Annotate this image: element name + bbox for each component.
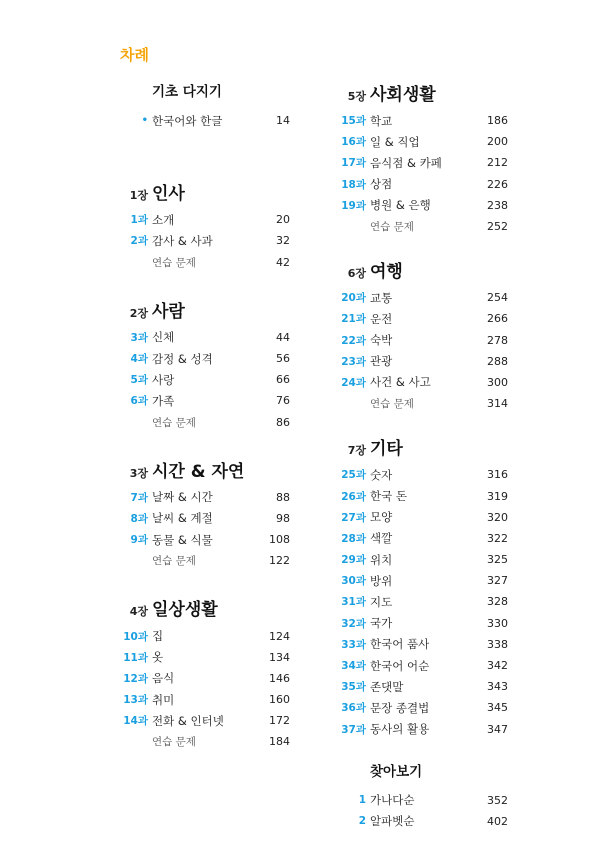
lesson-title: 모양 [370, 510, 393, 525]
lesson-number: 28과 [341, 532, 366, 545]
lesson-title: 음식점 & 카페 [370, 155, 442, 170]
chapter [338, 434, 508, 739]
chapter [120, 80, 290, 131]
lesson-number: 3과 [130, 331, 148, 344]
chapter-number: 7장 [347, 444, 366, 458]
page-number: 160 [269, 693, 290, 707]
lesson-number: 11과 [123, 651, 148, 664]
lesson-entry[interactable] [120, 230, 290, 251]
lesson-entry[interactable] [120, 487, 290, 508]
page-number: 44 [276, 330, 290, 344]
lesson-title: 학교 [370, 113, 393, 128]
lesson-number: 2과 [130, 235, 148, 248]
lesson-list [338, 110, 508, 237]
lesson-entry[interactable] [338, 570, 508, 591]
page-number: 66 [276, 373, 290, 387]
page-number: 172 [269, 714, 290, 728]
lesson-number: 25과 [341, 469, 366, 482]
practice-entry[interactable] [120, 252, 290, 273]
lesson-entry[interactable] [120, 668, 290, 689]
chapter-title: 인사 [152, 184, 185, 205]
lesson-title: 감정 & 성격 [152, 351, 213, 366]
page-number: 42 [276, 255, 290, 269]
lesson-entry[interactable] [120, 647, 290, 668]
lesson-title: 존댓말 [370, 679, 404, 694]
lesson-title: 음식 [152, 671, 175, 686]
page-number: 20 [276, 213, 290, 227]
page-number: 342 [487, 659, 508, 673]
chapter-number: 2장 [129, 306, 148, 320]
lesson-title: 집 [152, 629, 164, 644]
lesson-title: 동물 & 식물 [152, 532, 213, 547]
lesson-title: 한국어와 한글 [152, 113, 223, 128]
lesson-entry[interactable] [120, 348, 290, 369]
lesson-number: 1과 [130, 214, 148, 227]
page-number: 184 [269, 735, 290, 749]
lesson-number: 13과 [123, 694, 148, 707]
lesson-entry[interactable] [338, 485, 508, 506]
lesson-title: 운전 [370, 311, 393, 326]
page-number: 122 [269, 554, 290, 568]
lesson-title: 연습 문제 [152, 736, 196, 749]
bullet-icon: • [141, 115, 148, 127]
lesson-number: 27과 [341, 511, 366, 524]
lesson-number: 29과 [341, 554, 366, 567]
lesson-title: 취미 [152, 692, 175, 707]
practice-entry[interactable] [338, 216, 508, 237]
page-number: 108 [269, 533, 290, 547]
chapter [120, 297, 290, 433]
lesson-title: 한국어 어순 [370, 658, 430, 673]
page-number: 338 [487, 637, 508, 651]
practice-entry[interactable] [120, 412, 290, 433]
lesson-number: 24과 [341, 376, 366, 389]
lesson-number: 32과 [341, 617, 366, 630]
chapter-heading[interactable] [338, 257, 508, 287]
lesson-number: 18과 [341, 178, 366, 191]
lesson-title: 국가 [370, 616, 393, 631]
lesson-title: 지도 [370, 594, 393, 609]
page-number: 226 [487, 177, 508, 191]
chapter [120, 457, 290, 572]
lesson-entry[interactable] [338, 591, 508, 612]
lesson-number: 1 [358, 794, 366, 807]
page-number: 330 [487, 616, 508, 630]
lesson-entry[interactable] [338, 351, 508, 372]
lesson-entry[interactable] [338, 697, 508, 718]
page-number: 327 [487, 574, 508, 588]
lesson-entry[interactable] [120, 529, 290, 550]
toc-right-column [338, 80, 508, 832]
lesson-entry[interactable] [338, 811, 508, 832]
page-number: 319 [487, 489, 508, 503]
lesson-entry[interactable] [338, 719, 508, 740]
lesson-number: 19과 [341, 199, 366, 212]
lesson-title: 연습 문제 [370, 221, 414, 234]
chapter [338, 80, 508, 237]
lesson-entry[interactable] [338, 507, 508, 528]
lesson-number: 31과 [341, 596, 366, 609]
lesson-number: 10과 [123, 630, 148, 643]
chapter-number: 1장 [129, 189, 148, 203]
chapter-number: 6장 [347, 267, 366, 281]
lesson-list [338, 790, 508, 832]
lesson-title: 병원 & 은행 [370, 198, 431, 213]
chapter [120, 595, 290, 752]
lesson-number: 36과 [341, 702, 366, 715]
lesson-entry[interactable] [338, 790, 508, 811]
lesson-entry[interactable] [338, 330, 508, 351]
lesson-number: 34과 [341, 660, 366, 673]
page-number: 347 [487, 722, 508, 736]
page-number: 14 [276, 114, 290, 128]
lesson-entry[interactable] [338, 110, 508, 131]
lesson-title: 연습 문제 [152, 416, 196, 429]
lesson-list [338, 464, 508, 739]
lesson-title: 상점 [370, 177, 393, 192]
page-number: 212 [487, 156, 508, 170]
lesson-entry[interactable] [338, 655, 508, 676]
lesson-entry[interactable] [120, 327, 290, 348]
chapter-title: 사회생활 [370, 85, 436, 105]
lesson-number: 37과 [341, 723, 366, 736]
lesson-list [338, 287, 508, 414]
lesson-list [120, 487, 290, 572]
lesson-title: 방위 [370, 573, 393, 588]
chapter-title: 시간 & 자연 [152, 461, 245, 482]
lesson-title: 문장 종결법 [370, 700, 430, 715]
page-number: 124 [269, 629, 290, 643]
lesson-number: 12과 [123, 672, 148, 685]
lesson-title: 숫자 [370, 467, 393, 482]
lesson-number: 8과 [130, 512, 148, 525]
lesson-number: 2 [358, 815, 366, 828]
page-number: 316 [487, 468, 508, 482]
page-number: 328 [487, 595, 508, 609]
lesson-number: 15과 [341, 115, 366, 128]
lesson-number: 5과 [130, 374, 148, 387]
lesson-title: 동사의 활용 [370, 722, 430, 737]
lesson-list [120, 625, 290, 752]
lesson-title: 연습 문제 [370, 398, 414, 411]
page-number: 32 [276, 234, 290, 248]
page-number: 352 [487, 793, 508, 807]
chapter-title: 여행 [370, 262, 403, 283]
lesson-title: 연습 문제 [152, 256, 196, 269]
lesson-title: 전화 & 인터넷 [152, 713, 224, 728]
lesson-title: 신체 [152, 330, 175, 345]
lesson-list [120, 327, 290, 433]
chapter [338, 760, 508, 832]
lesson-entry[interactable] [338, 308, 508, 329]
page-title: 차례 [120, 46, 149, 64]
chapter-number: 3장 [129, 466, 148, 480]
chapter-heading[interactable] [338, 434, 508, 464]
page-number: 76 [276, 394, 290, 408]
page-number: 146 [269, 671, 290, 685]
lesson-entry[interactable] [338, 131, 508, 152]
lesson-title: 소개 [152, 212, 175, 227]
lesson-title: 가나다순 [370, 793, 415, 808]
practice-entry[interactable] [120, 550, 290, 571]
lesson-entry[interactable] [338, 634, 508, 655]
lesson-number: 22과 [341, 334, 366, 347]
lesson-title: 교통 [370, 290, 393, 305]
lesson-number: 35과 [341, 681, 366, 694]
chapter-number: 5장 [347, 90, 366, 103]
page-number: 325 [487, 553, 508, 567]
chapter-heading[interactable] [120, 80, 290, 110]
lesson-number: 33과 [341, 638, 366, 651]
page-number: 200 [487, 135, 508, 149]
page-number: 278 [487, 333, 508, 347]
page-number: 98 [276, 511, 290, 525]
lesson-title: 옷 [152, 650, 164, 665]
lesson-number: 4과 [130, 353, 148, 366]
lesson-title: 사랑 [152, 372, 175, 387]
lesson-number: 30과 [341, 575, 366, 588]
page-number: 288 [487, 354, 508, 368]
page-number: 300 [487, 375, 508, 389]
lesson-entry[interactable] [338, 195, 508, 216]
lesson-number: 20과 [341, 292, 366, 305]
lesson-entry[interactable] [338, 528, 508, 549]
lesson-entry[interactable] [338, 174, 508, 195]
lesson-entry[interactable] [120, 710, 290, 731]
lesson-entry[interactable] [338, 613, 508, 634]
chapter-heading[interactable] [120, 179, 290, 209]
lesson-number: 9과 [130, 534, 148, 547]
lesson-title: 날씨 & 계절 [152, 511, 213, 526]
lesson-number: 17과 [341, 157, 366, 170]
lesson-entry[interactable] [120, 110, 290, 131]
lesson-list [120, 110, 290, 131]
lesson-title: 색깔 [370, 531, 393, 546]
lesson-title: 일 & 직업 [370, 134, 420, 149]
chapter-title: 사람 [152, 301, 185, 322]
chapter-heading[interactable] [338, 760, 508, 790]
page-number: 402 [487, 814, 508, 828]
lesson-number: 26과 [341, 490, 366, 503]
lesson-title: 가족 [152, 393, 175, 408]
practice-entry[interactable] [120, 731, 290, 752]
toc-left-column [120, 80, 290, 753]
page-number: 343 [487, 680, 508, 694]
chapter-title: 기타 [370, 439, 403, 460]
page-number: 238 [487, 198, 508, 212]
chapter-title: 찾아보기 [370, 763, 423, 780]
lesson-entry[interactable] [338, 549, 508, 570]
lesson-title: 위치 [370, 552, 393, 567]
lesson-number: 21과 [341, 313, 366, 326]
page-number: 345 [487, 701, 508, 715]
page-number: 88 [276, 490, 290, 504]
lesson-title: 연습 문제 [152, 555, 196, 568]
chapter-number: 4장 [129, 605, 148, 619]
chapter [338, 257, 508, 414]
lesson-number: 16과 [341, 136, 366, 149]
lesson-entry[interactable] [338, 372, 508, 393]
chapter-heading[interactable] [120, 297, 290, 327]
practice-entry[interactable] [338, 393, 508, 414]
lesson-title: 한국어 품사 [370, 637, 430, 652]
page-number: 266 [487, 312, 508, 326]
lesson-number: 7과 [130, 491, 148, 504]
lesson-title: 한국 돈 [370, 489, 407, 504]
lesson-entry[interactable] [338, 464, 508, 485]
lesson-entry[interactable] [338, 152, 508, 173]
lesson-title: 감사 & 사과 [152, 233, 213, 248]
lesson-entry[interactable] [120, 508, 290, 529]
lesson-entry[interactable] [338, 287, 508, 308]
lesson-entry[interactable] [120, 209, 290, 230]
lesson-title: 날짜 & 시간 [152, 490, 213, 505]
page-number: 320 [487, 510, 508, 524]
lesson-entry[interactable] [120, 369, 290, 390]
chapter-heading[interactable] [120, 457, 290, 487]
lesson-entry[interactable] [338, 676, 508, 697]
chapter-heading[interactable] [120, 595, 290, 625]
lesson-number: 6과 [130, 395, 148, 408]
lesson-entry[interactable] [120, 689, 290, 710]
page-number: 322 [487, 531, 508, 545]
lesson-list [120, 209, 290, 273]
chapter-title: 일상생활 [152, 600, 218, 621]
page-number: 254 [487, 291, 508, 305]
chapter-title: 기초 다지기 [152, 84, 222, 100]
page-number: 314 [487, 397, 508, 411]
page-number: 186 [487, 114, 508, 128]
lesson-number: 14과 [123, 715, 148, 728]
lesson-number: 23과 [341, 355, 366, 368]
lesson-title: 사건 & 사고 [370, 375, 431, 390]
page-number: 86 [276, 415, 290, 429]
chapter [120, 179, 290, 273]
page-number: 56 [276, 352, 290, 366]
chapter-heading[interactable] [338, 80, 508, 110]
page-number: 252 [487, 220, 508, 234]
lesson-entry[interactable] [120, 390, 290, 411]
lesson-title: 알파벳순 [370, 814, 415, 829]
lesson-entry[interactable] [120, 625, 290, 646]
page-number: 134 [269, 650, 290, 664]
lesson-title: 관광 [370, 354, 393, 369]
lesson-title: 숙박 [370, 333, 393, 348]
